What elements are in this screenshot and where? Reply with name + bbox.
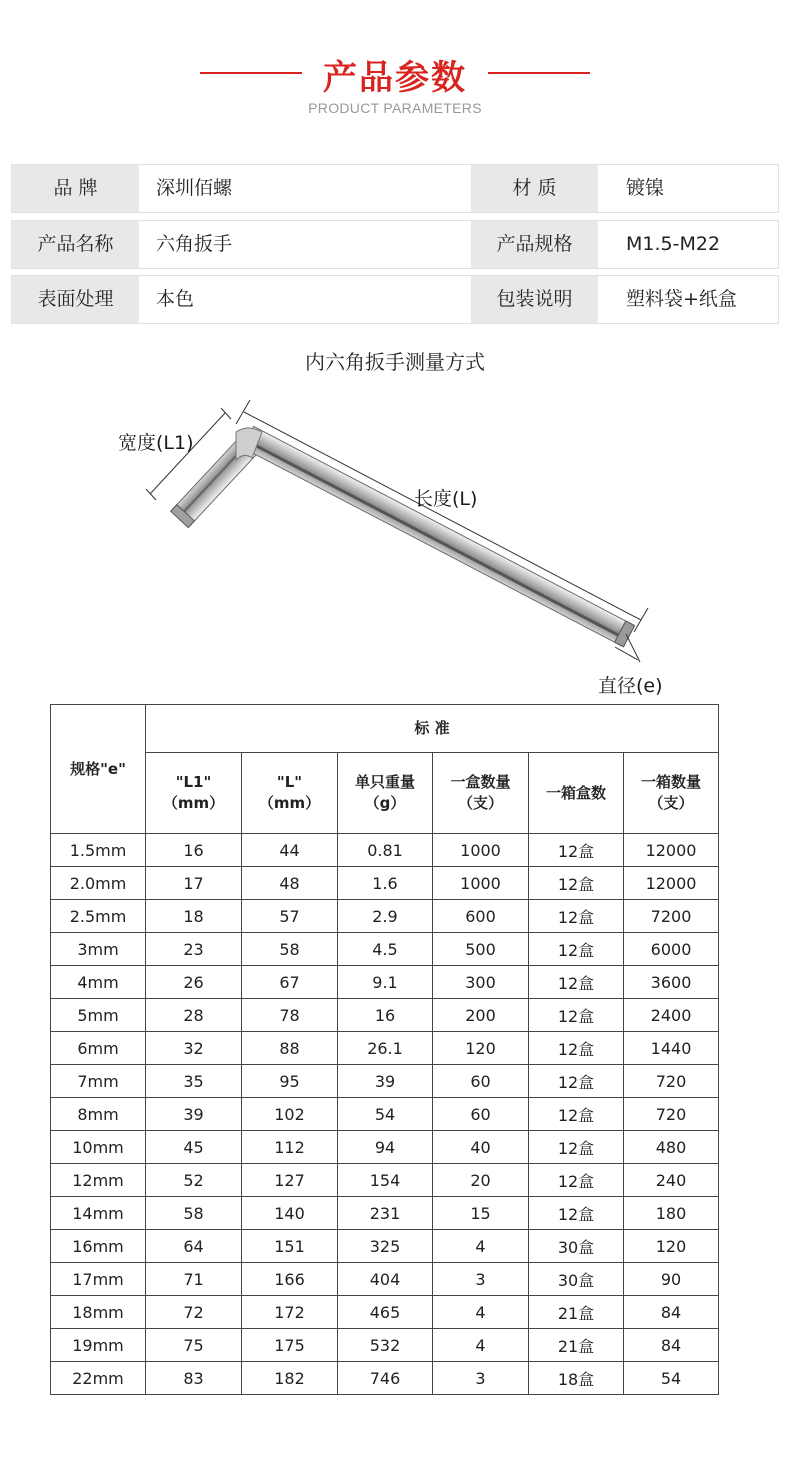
value-cell: 720 (624, 1098, 719, 1131)
value-cell: 2400 (624, 999, 719, 1032)
param-label: 表面处理 (12, 276, 139, 323)
value-cell: 231 (338, 1197, 433, 1230)
spec-cell: 18mm (51, 1296, 146, 1329)
param-label: 产品名称 (12, 221, 139, 268)
column-header-row (51, 753, 719, 834)
page-subtitle: PRODUCT PARAMETERS (308, 100, 482, 116)
value-cell: 120 (624, 1230, 719, 1263)
table-row (51, 867, 719, 900)
value-cell: 35 (146, 1065, 242, 1098)
value-cell: 32 (146, 1032, 242, 1065)
value-cell: 30盒 (529, 1263, 624, 1296)
value-cell: 12盒 (529, 1197, 624, 1230)
value-cell: 21盒 (529, 1329, 624, 1362)
value-cell: 64 (146, 1230, 242, 1263)
spec-cell: 2.0mm (51, 867, 146, 900)
value-cell: 28 (146, 999, 242, 1032)
value-cell: 120 (433, 1032, 529, 1065)
param-row (11, 275, 779, 324)
value-cell: 16 (146, 834, 242, 867)
value-cell: 58 (242, 933, 338, 966)
value-cell: 17 (146, 867, 242, 900)
value-cell: 112 (242, 1131, 338, 1164)
value-cell: 57 (242, 900, 338, 933)
value-cell: 12盒 (529, 933, 624, 966)
value-cell: 16 (338, 999, 433, 1032)
value-cell: 2.9 (338, 900, 433, 933)
value-cell: 26 (146, 966, 242, 999)
page-title: 产品参数 (323, 58, 467, 98)
spec-cell: 3mm (51, 933, 146, 966)
value-cell: 720 (624, 1065, 719, 1098)
value-cell: 23 (146, 933, 242, 966)
value-cell: 44 (242, 834, 338, 867)
param-value: 深圳佰螺 (156, 177, 233, 199)
spec-cell: 1.5mm (51, 834, 146, 867)
table-row (51, 1329, 719, 1362)
table-row (51, 966, 719, 999)
width-label: 宽度(L1) (118, 432, 194, 454)
value-cell: 180 (624, 1197, 719, 1230)
value-cell: 52 (146, 1164, 242, 1197)
param-value: 塑料袋+纸盒 (626, 288, 737, 310)
table-row (51, 834, 719, 867)
value-cell: 0.81 (338, 834, 433, 867)
wrench-diagram (0, 380, 790, 700)
param-label: 材 质 (471, 165, 598, 212)
param-label: 产品规格 (471, 221, 598, 268)
param-value: 本色 (156, 288, 195, 310)
column-header-title: 一箱盒数 (545, 783, 606, 802)
value-cell: 39 (146, 1098, 242, 1131)
value-cell: 12盒 (529, 834, 624, 867)
value-cell: 4 (433, 1329, 529, 1362)
param-row (11, 220, 779, 269)
value-cell: 39 (338, 1065, 433, 1098)
value-cell: 54 (624, 1362, 719, 1395)
value-cell: 3 (433, 1263, 529, 1296)
param-value: 六角扳手 (156, 233, 233, 255)
column-header-unit: （支） (648, 794, 694, 812)
value-cell: 54 (338, 1098, 433, 1131)
spec-cell: 7mm (51, 1065, 146, 1098)
length-label: 长度(L) (414, 488, 478, 510)
column-header-title: "L1" (175, 773, 212, 791)
value-cell: 3600 (624, 966, 719, 999)
value-cell: 4.5 (338, 933, 433, 966)
value-cell: 9.1 (338, 966, 433, 999)
table-row (51, 933, 719, 966)
column-header (242, 753, 338, 834)
spec-cell: 19mm (51, 1329, 146, 1362)
standard-header: 标 准 (146, 705, 719, 753)
value-cell: 26.1 (338, 1032, 433, 1065)
value-cell: 166 (242, 1263, 338, 1296)
param-label: 品 牌 (12, 165, 139, 212)
value-cell: 3 (433, 1362, 529, 1395)
column-header (146, 753, 242, 834)
value-cell: 12盒 (529, 867, 624, 900)
table-row (51, 1065, 719, 1098)
column-header-unit: （g） (364, 794, 406, 812)
param-value: M1.5-M22 (626, 233, 721, 255)
value-cell: 12盒 (529, 1164, 624, 1197)
value-cell: 4 (433, 1230, 529, 1263)
spec-cell: 6mm (51, 1032, 146, 1065)
column-header (338, 753, 433, 834)
value-cell: 88 (242, 1032, 338, 1065)
value-cell: 45 (146, 1131, 242, 1164)
value-cell: 15 (433, 1197, 529, 1230)
spec-cell: 10mm (51, 1131, 146, 1164)
column-header-title: 单只重量 (354, 773, 415, 791)
value-cell: 240 (624, 1164, 719, 1197)
value-cell: 404 (338, 1263, 433, 1296)
spec-cell: 5mm (51, 999, 146, 1032)
section-title (0, 44, 790, 104)
spec-cell: 16mm (51, 1230, 146, 1263)
value-cell: 172 (242, 1296, 338, 1329)
value-cell: 20 (433, 1164, 529, 1197)
column-header (529, 753, 624, 834)
value-cell: 12盒 (529, 1032, 624, 1065)
value-cell: 18 (146, 900, 242, 933)
value-cell: 140 (242, 1197, 338, 1230)
value-cell: 95 (242, 1065, 338, 1098)
spec-cell: 12mm (51, 1164, 146, 1197)
value-cell: 465 (338, 1296, 433, 1329)
column-header-unit: （mm） (162, 794, 225, 812)
value-cell: 12盒 (529, 900, 624, 933)
table-row (51, 1098, 719, 1131)
value-cell: 1440 (624, 1032, 719, 1065)
table-row (51, 900, 719, 933)
spec-table-body (51, 834, 719, 1395)
value-cell: 532 (338, 1329, 433, 1362)
value-cell: 21盒 (529, 1296, 624, 1329)
table-row (51, 999, 719, 1032)
spec-cell: 22mm (51, 1362, 146, 1395)
param-row (11, 164, 779, 213)
table-row (51, 1296, 719, 1329)
value-cell: 480 (624, 1131, 719, 1164)
value-cell: 7200 (624, 900, 719, 933)
value-cell: 90 (624, 1263, 719, 1296)
table-row (51, 1197, 719, 1230)
value-cell: 30盒 (529, 1230, 624, 1263)
column-header (433, 753, 529, 834)
value-cell: 500 (433, 933, 529, 966)
spec-table (50, 704, 719, 1395)
spec-header: 规格"e" (51, 705, 146, 834)
value-cell: 12盒 (529, 1098, 624, 1131)
value-cell: 12盒 (529, 966, 624, 999)
value-cell: 175 (242, 1329, 338, 1362)
value-cell: 12000 (624, 834, 719, 867)
spec-cell: 2.5mm (51, 900, 146, 933)
value-cell: 94 (338, 1131, 433, 1164)
value-cell: 6000 (624, 933, 719, 966)
value-cell: 127 (242, 1164, 338, 1197)
value-cell: 12000 (624, 867, 719, 900)
value-cell: 1000 (433, 867, 529, 900)
diameter-label: 直径(e) (598, 675, 663, 697)
value-cell: 102 (242, 1098, 338, 1131)
value-cell: 58 (146, 1197, 242, 1230)
spec-cell: 17mm (51, 1263, 146, 1296)
value-cell: 325 (338, 1230, 433, 1263)
title-decor-line-right (488, 72, 590, 74)
value-cell: 200 (433, 999, 529, 1032)
measure-title: 内六角扳手测量方式 (305, 350, 485, 374)
value-cell: 1.6 (338, 867, 433, 900)
value-cell: 18盒 (529, 1362, 624, 1395)
value-cell: 1000 (433, 834, 529, 867)
column-header-unit: （mm） (258, 794, 321, 812)
table-row (51, 1230, 719, 1263)
value-cell: 151 (242, 1230, 338, 1263)
value-cell: 40 (433, 1131, 529, 1164)
value-cell: 83 (146, 1362, 242, 1395)
spec-cell: 4mm (51, 966, 146, 999)
table-row (51, 1362, 719, 1395)
table-row (51, 1164, 719, 1197)
value-cell: 300 (433, 966, 529, 999)
spec-cell: 14mm (51, 1197, 146, 1230)
value-cell: 71 (146, 1263, 242, 1296)
value-cell: 154 (338, 1164, 433, 1197)
table-row (51, 1263, 719, 1296)
column-header-title: 一箱数量 (641, 773, 702, 791)
table-row (51, 1131, 719, 1164)
value-cell: 60 (433, 1098, 529, 1131)
param-value: 镀镍 (626, 177, 665, 199)
value-cell: 12盒 (529, 1065, 624, 1098)
column-header-title: 一盒数量 (450, 773, 511, 791)
spec-cell: 8mm (51, 1098, 146, 1131)
value-cell: 72 (146, 1296, 242, 1329)
table-row (51, 1032, 719, 1065)
column-header-title: "L" (276, 773, 303, 791)
value-cell: 78 (242, 999, 338, 1032)
value-cell: 48 (242, 867, 338, 900)
value-cell: 60 (433, 1065, 529, 1098)
value-cell: 4 (433, 1296, 529, 1329)
value-cell: 182 (242, 1362, 338, 1395)
value-cell: 746 (338, 1362, 433, 1395)
value-cell: 67 (242, 966, 338, 999)
value-cell: 75 (146, 1329, 242, 1362)
column-header (624, 753, 719, 834)
param-label: 包装说明 (471, 276, 598, 323)
value-cell: 84 (624, 1329, 719, 1362)
value-cell: 12盒 (529, 999, 624, 1032)
value-cell: 600 (433, 900, 529, 933)
value-cell: 84 (624, 1296, 719, 1329)
column-header-unit: （支） (457, 794, 503, 812)
value-cell: 12盒 (529, 1131, 624, 1164)
